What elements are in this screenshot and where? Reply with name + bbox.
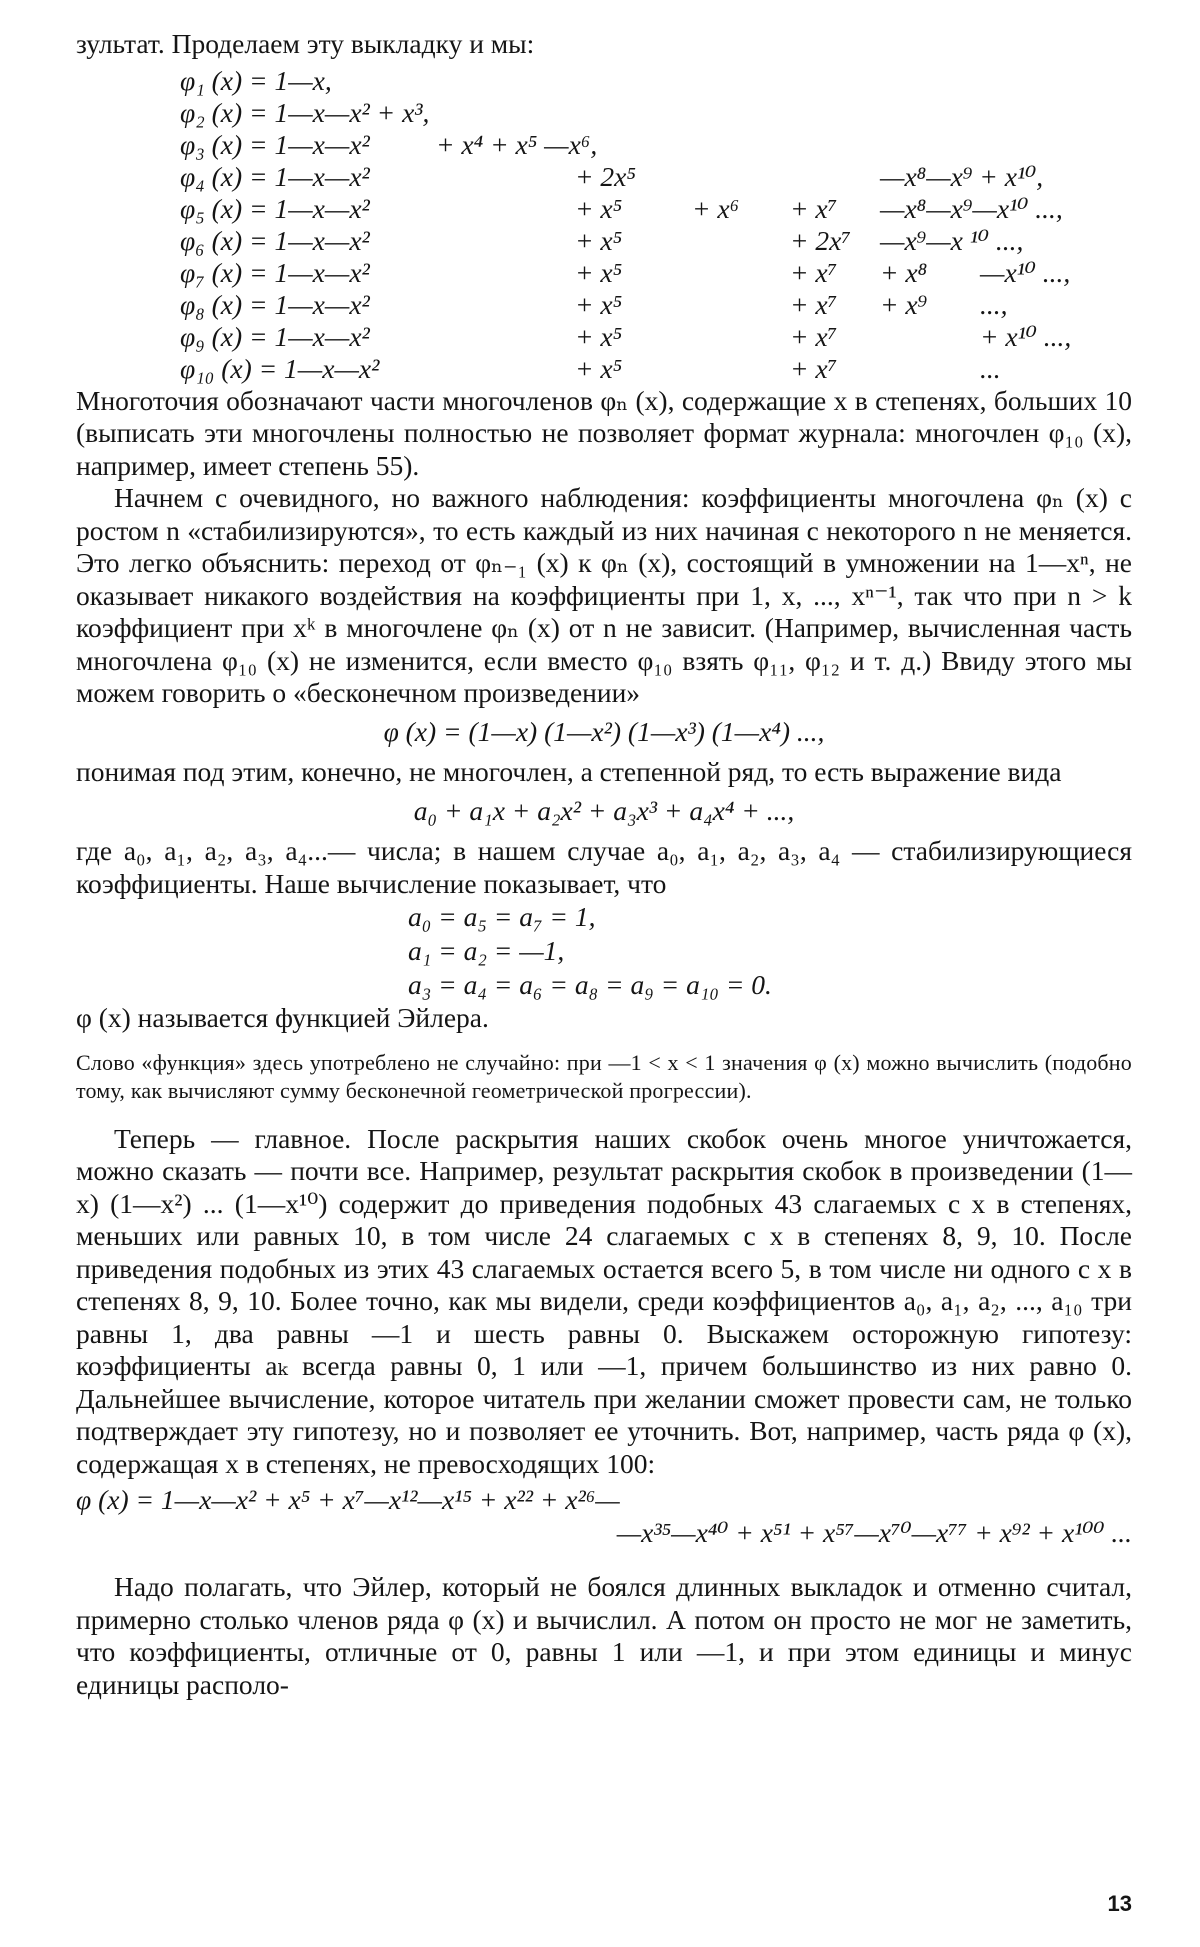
phi-term: + x⁷ — [790, 288, 838, 320]
phi-term: φ₇ (x) = 1—x—x² — [180, 256, 370, 288]
phi-term: φ₄ (x) = 1—x—x² — [180, 160, 370, 192]
phi-term: —x¹⁰ ..., — [980, 256, 1071, 288]
paragraph-3: понимая под этим, конечно, не многочлен, а степенной ряд, то есть выражение вида — [76, 756, 1062, 787]
phi-term: ..., — [980, 288, 1008, 320]
phi-term: φ₉ (x) = 1—x—x² — [180, 320, 370, 352]
phi-term: + x¹⁰ ..., — [980, 320, 1072, 352]
phi-term: + x⁷ — [790, 352, 838, 384]
infinite-product-formula: φ (x) = (1—x) (1—x²) (1—x³) (1—x⁴) ..., — [383, 715, 825, 747]
phi-term: + x⁵ — [575, 320, 623, 352]
equation-3: a₃ = a₄ = a₆ = a₈ = a₉ = a₁₀ = 0. — [408, 969, 772, 1000]
phi-term: + x⁷ — [790, 256, 838, 288]
phi-term: + x⁵ — [575, 256, 623, 288]
series-line-2: —x³⁵—x⁴⁰ + x⁵¹ + x⁵⁷—x⁷⁰—x⁷⁷ + x⁹² + x¹⁰⁰ ... — [616, 1516, 1132, 1548]
phi-term: + x⁹ — [880, 288, 928, 320]
phi-term: + x⁵ — [575, 288, 623, 320]
phi-term: + x⁵ — [575, 224, 623, 256]
phi-term: φ₈ (x) = 1—x—x² — [180, 288, 370, 320]
phi-term: + x⁸ — [880, 256, 928, 288]
phi-term: —x⁹—x ¹⁰ ..., — [880, 224, 1024, 256]
phi-term: φ₂ (x) = 1—x—x² + x³, — [180, 96, 430, 128]
phi-term: φ₅ (x) = 1—x—x² — [180, 192, 370, 224]
phi-term: + 2x⁷ — [790, 224, 851, 256]
phi-polynomial-table — [76, 65, 1132, 385]
phi-term: φ₃ (x) = 1—x—x² — [180, 128, 370, 160]
phi-term: ... — [980, 352, 1001, 384]
phi-term: φ₁ (x) = 1—x, — [180, 64, 332, 96]
paragraph-2: Начнем с очевидного, но важного наблюдения: коэффициенты многочлена φₙ (x) с ростом n «стабилизируются», то есть каждый из них начиная с некоторого n не меняется. Это легко объяснить: переход от φₙ₋₁ (x) к φₙ (x), состоящий в умножении на 1—xⁿ, не оказывает никакого воздействия на коэффициенты при 1, x, ..., xⁿ⁻¹, так что при n > k коэффициент при xᵏ в многочлене φₙ (x) от n не зависит. (Например, вычисленная часть многочлена φ₁₀ (x) не изменится, если вместо φ₁₀ взять φ₁₁, φ₁₂ и т. д.) Ввиду этого мы можем говорить о «бесконечном произведении» — [76, 482, 1132, 708]
paragraph-4: где a₀, a₁, a₂, a₃, a₄...— числа; в нашем случае a₀, a₁, a₂, a₃, a₄ — стабилизирующиеся коэффициенты. Наше вычисление показывает, что — [76, 835, 1132, 899]
phi-term: + x⁶ — [692, 192, 740, 224]
phi-term: φ₁₀ (x) = 1—x—x² — [180, 352, 380, 384]
phi-term: + x⁵ — [575, 192, 623, 224]
series-line-1: φ (x) = 1—x—x² + x⁵ + x⁷—x¹²—x¹⁵ + x²² + x²⁶— — [76, 1484, 620, 1515]
phi-term: —x⁸—x⁹—x¹⁰ ..., — [880, 192, 1063, 224]
paragraph-1: Многоточия обозначают части многочленов φₙ (x), содержащие x в степенях, больших 10 (выписать эти многочлены полностью не позволяет формат журнала: многочлен φ₁₀ (x), например, имеет степень 55). — [76, 384, 1132, 481]
intro-line: зультат. Проделаем эту выкладку и мы: — [76, 28, 535, 59]
power-series-formula: a₀ + a₁x + a₂x² + a₃x³ + a₄x⁴ + ..., — [413, 794, 795, 826]
paragraph-6: Теперь — главное. После раскрытия наших скобок очень многое уничтожается, можно сказать — почти все. Например, результат раскрытия скобок в произведении (1—x) (1—x²) ... (1—x¹⁰) содержит до приведения подобных 43 слагаемых с x в степенях, меньших или равных 10, в том числе 24 слагаемых с x в степенях 8, 9, 10. После приведения подобных из этих 43 слагаемых остается всего 5, в том числе ни одного с x в степенях 8, 9, 10. Более точно, как мы видели, среди коэффициентов a₀, a₁, a₂, ..., a₁₀ три равны 1, два равны —1 и шесть равны 0. Выскажем осторожную гипотезу: коэффициенты aₖ всегда равны 0, 1 или —1, причем большинство из них равно 0. Дальнейшее вычисление, которое читатель при желании сможет провести сам, не только подтверждает эту гипотезу, но и позволяет ее уточнить. Вот, например, часть ряда φ (x), содержащая x в степенях, не превосходящих 100: — [76, 1122, 1132, 1479]
phi-term: —x⁸—x⁹ + x¹⁰, — [880, 160, 1044, 192]
equation-2: a₁ = a₂ = —1, — [408, 935, 565, 966]
paragraph-5: φ (x) называется функцией Эйлера. — [76, 1002, 489, 1033]
coefficient-equations — [408, 900, 1132, 1002]
phi-term: + x⁷ — [790, 320, 838, 352]
phi-term: + x⁷ — [790, 192, 838, 224]
paragraph-7: Надо полагать, что Эйлер, который не боялся длинных выкладок и отменно считал, примерно столько членов ряда φ (x) и вычислил. А потом он просто не мог не заметить, что коэффициенты, отличные от 0, равны 1 или —1, и при этом единицы и минус единицы располо- — [76, 1571, 1132, 1700]
footnote: Слово «функция» здесь употреблено не случайно: при —1 < x < 1 значения φ (x) можно вычислить (подобно тому, как вычисляют сумму бесконечной геометрической прогрессии). — [76, 1049, 1132, 1103]
phi-term: + x⁵ — [575, 352, 623, 384]
series-expansion — [76, 1484, 1132, 1549]
phi-term: φ₆ (x) = 1—x—x² — [180, 224, 370, 256]
phi-term: + 2x⁵ — [575, 160, 636, 192]
equation-1: a₀ = a₅ = a₇ = 1, — [408, 901, 596, 932]
page-number: 13 — [1107, 1891, 1132, 1916]
phi-term: + x⁴ + x⁵ —x⁶, — [436, 128, 598, 160]
